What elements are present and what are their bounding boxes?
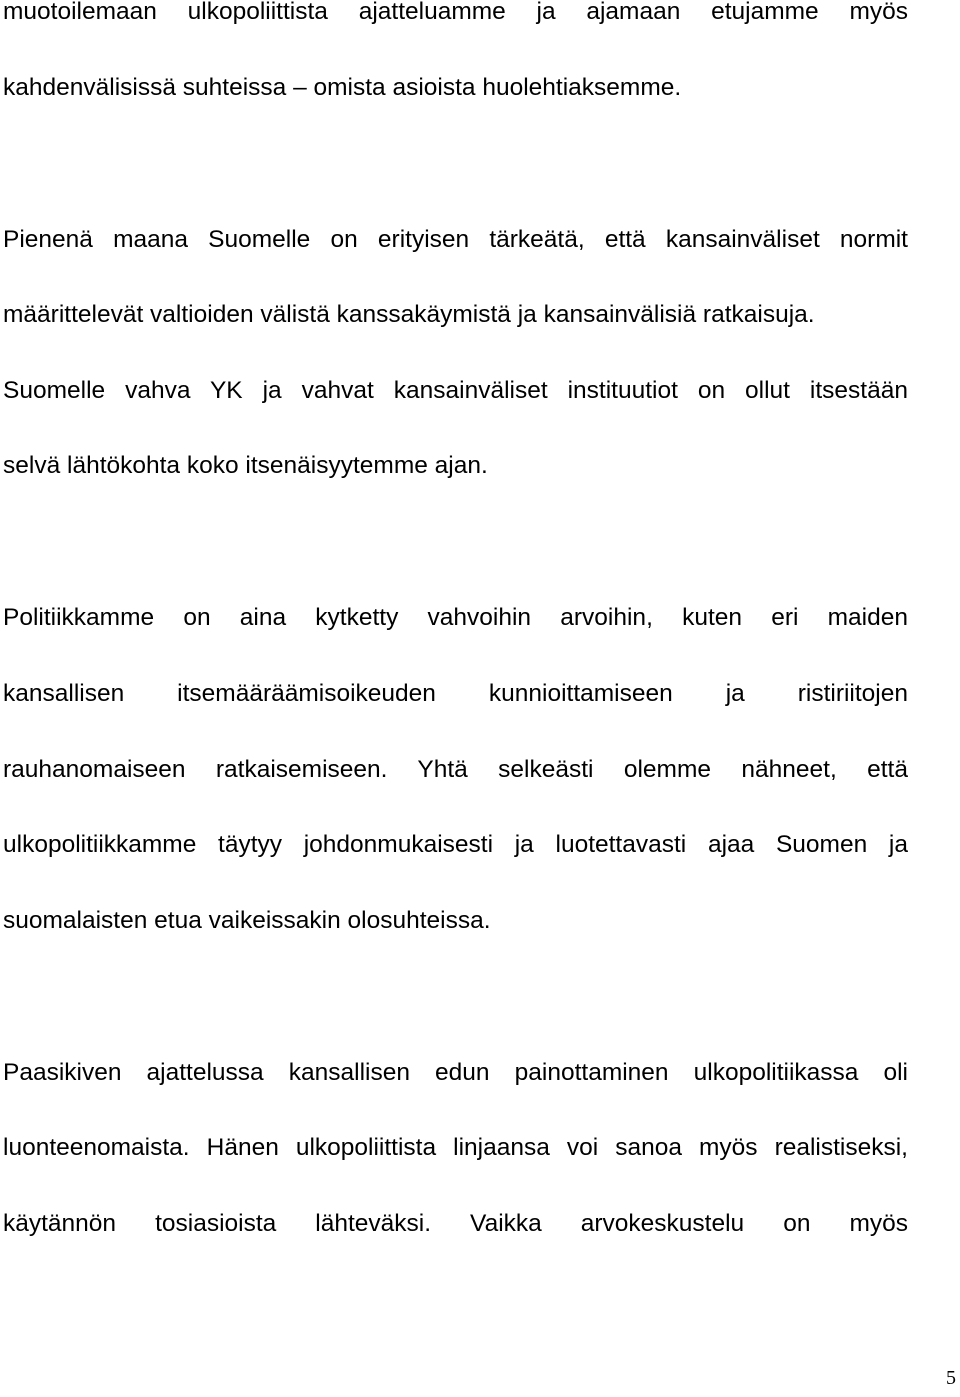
text-line: rauhanomaiseen ratkaisemiseen. Yhtä selkeästi olemme nähneet, että	[3, 756, 908, 783]
text-line: kahdenvälisissä suhteissa – omista asioista huolehtiaksemme.	[3, 74, 682, 101]
text-line: luonteenomaista. Hänen ulkopoliittista linjaansa voi sanoa myös realistiseksi,	[3, 1134, 908, 1161]
page-number: 5	[946, 1367, 956, 1389]
text-line: suomalaisten etua vaikeissakin olosuhteissa.	[3, 907, 491, 934]
text-line: Pienenä maana Suomelle on erityisen tärkeätä, että kansainväliset normit	[3, 226, 908, 253]
text-line: kansallisen itsemääräämisoikeuden kunnioittamiseen ja ristiriitojen	[3, 680, 908, 707]
text-line: määrittelevät valtioiden välistä kanssakäymistä ja kansainvälisiä ratkaisuja.	[3, 301, 815, 328]
text-line: Politiikkamme on aina kytketty vahvoihin arvoihin, kuten eri maiden	[3, 604, 908, 631]
text-line: muotoilemaan ulkopoliittista ajatteluamme ja ajamaan etujamme myös	[3, 0, 908, 25]
text-line: ulkopolitiikkamme täytyy johdonmukaisesti ja luotettavasti ajaa Suomen ja	[3, 831, 908, 858]
text-line: Suomelle vahva YK ja vahvat kansainväliset instituutiot on ollut itsestään	[3, 377, 908, 404]
text-line: selvä lähtökohta koko itsenäisyytemme ajan.	[3, 452, 488, 479]
text-line: Paasikiven ajattelussa kansallisen edun painottaminen ulkopolitiikassa oli	[3, 1059, 908, 1086]
text-line: käytännön tosiasioista lähteväksi. Vaikka arvokeskustelu on myös	[3, 1210, 908, 1237]
